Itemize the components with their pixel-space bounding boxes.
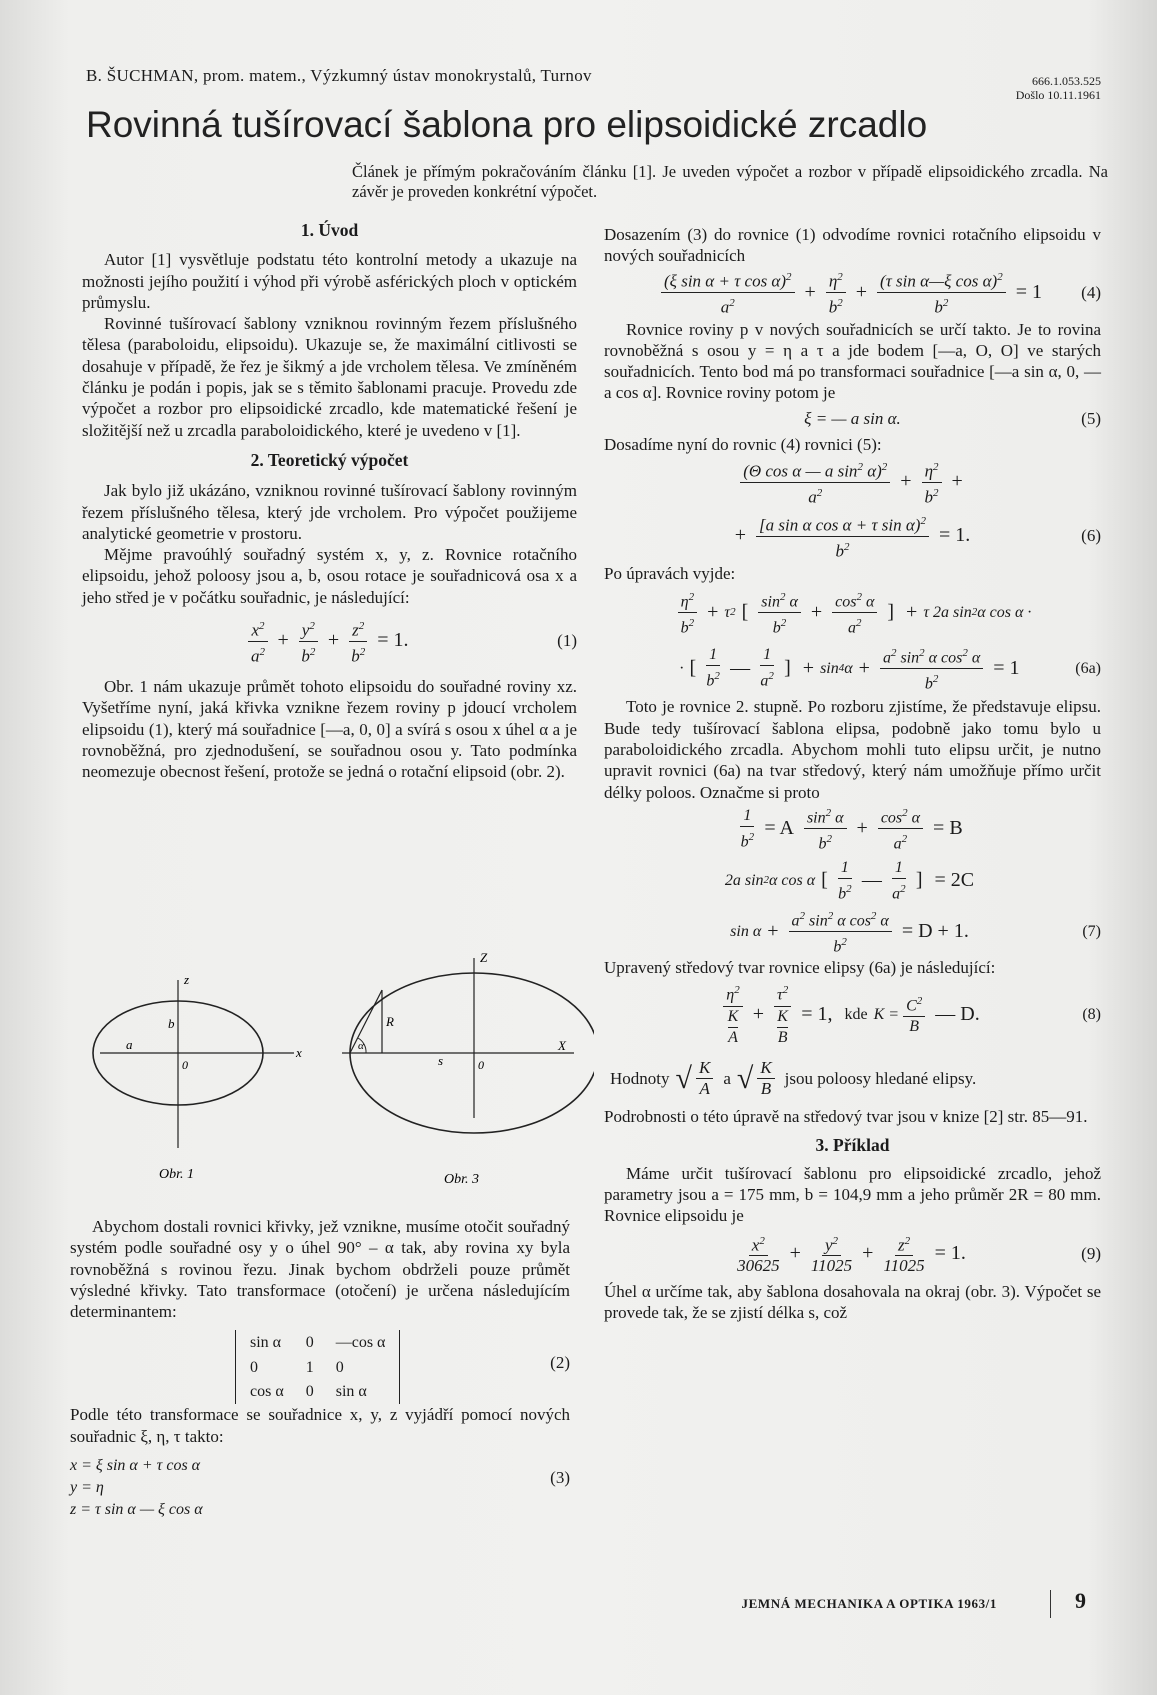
equation-number: (6)	[1081, 526, 1101, 546]
equation-4: $\frac{(\xi \sin \alpha + \tau \cos \alpha)^2}{a^2}$ + $\frac{\eta^2}{b^2}$ + $\frac{(\tau \sin \alpha—\xi \cos \alpha)^2}{b^2}$ = 1 (4)	[604, 267, 1101, 319]
paragraph: Po úpravách vyjde:	[604, 564, 736, 584]
determinant	[235, 1330, 570, 1401]
equation-6-line1: $\frac{(\Theta \cos \alpha — a \sin^2 \alpha)^2}{a^2}$ + $\frac{\eta^2}{b^2}$ +	[604, 455, 1101, 509]
equation-6a-line2: · [ $\frac{1}{b^2}$ — $\frac{1}{a^2}$ ] + sin 4 α + $\frac{a^2 \sin^2 \alpha \cos^2 \alpha}{b^2}$ = 1 (6a)	[604, 640, 1101, 696]
section-heading-theory: 2. Teoretický výpočet	[250, 449, 409, 470]
equation-number: (7)	[1082, 923, 1101, 941]
origin-label: 0	[478, 1058, 484, 1072]
paragraph: Rovinné tušírovací šablony vzniknou rovinným řezem příslušného tělesa (paraboloidu, elipsoidu). Ukazuje se, že maximální citlivosti se dosahuje v případě, že řez je šikmý a jde vrcholem tělesa. Ve zmíněném článku je podán i popis, jak se s těmito šablonami pracuje. Provedu zde výpočet a rozbor pro elipsoidické zrcadlo, kde matematické řešení je složitější než u zrcadla paraboloidického, které je uvedeno v [1].	[82, 314, 577, 440]
equation-number: (5)	[1081, 409, 1101, 429]
equation-7-line2: 2a sin 2 α cos α [ $\frac{1}{b^2}$ — $\frac{1}{a^2}$ ] = 2C	[724, 858, 975, 903]
equation-number: (4)	[1081, 282, 1101, 302]
equation-3	[70, 1455, 570, 1521]
paragraph: Podle této transformace se souřadnice x, y, z vyjádří pomocí nových souřadnic ξ, η, τ takto:	[70, 1405, 570, 1446]
received-date: Došlo 10.11.1961	[1015, 88, 1101, 102]
paragraph: Jak bylo již ukázáno, vzniknou rovinné tušírovací šablony rovinným řezem příslušného tělesa, který jde vrcholem. Pro výpočet použijeme analytické geometrie v prostoru.	[82, 481, 577, 543]
equation-number: (9)	[1081, 1243, 1101, 1263]
eq3-line: x = ξ sin α + τ cos α	[70, 1457, 201, 1475]
fig3-caption: Obr. 3	[444, 1172, 480, 1187]
paragraph: Podrobnosti o této úpravě na středový tvar jsou v knize [2] str. 85—91.	[604, 1107, 1088, 1127]
figure-3	[342, 950, 594, 1187]
footer-divider	[1050, 1590, 1051, 1618]
paragraph: Abychom dostali rovnici křivky, jež vznikne, musíme otočit souřadný systém podle souřadné osy y o úhel 90° – α tak, aby rovina xy byla rovnoběžná s rovinou řezu. Jinak bychom obdrželi pouze průmět výsledné křivky. Tato transformace (otočení) je určena následujícím determinantem:	[70, 1217, 570, 1322]
semiaxes-line: Hodnoty √ $\frac{K}{A}$ a √ $\frac{K}{B}$ jsou poloosy hledané elipsy.	[610, 1057, 977, 1098]
equation-8: $\eta^2$ K A + $\tau^2$ K B = 1, kde K = $\frac{C^2}{B}$ — D. (8)	[604, 978, 1101, 1050]
z-label: Z	[480, 950, 488, 965]
journal-footer: JEMNÁ MECHANIKA A OPTIKA 1963/1	[741, 1596, 997, 1611]
eq9-denominator: 11025	[883, 1256, 925, 1276]
paragraph: Autor [1] vysvětluje podstatu této kontrolní metody a ukazuje na možnosti jejího použití i výhod při výrobě asférických ploch v optickém průmyslu.	[82, 250, 577, 312]
equation-6-line2: + $\frac{[a \sin \alpha \cos \alpha + \tau \sin \alpha)^2}{b^2}$ = 1. (6)	[604, 509, 1101, 563]
det-cell: sin α	[250, 1334, 282, 1352]
eq3-line: y = η	[70, 1479, 104, 1497]
det-cell: 0	[250, 1358, 258, 1376]
udc-block	[1016, 74, 1101, 102]
paragraph: Obr. 1 nám ukazuje průmět tohoto elipsoidu do souřadné roviny xz. Vyšetříme nyní, jaká křivka vznikne řezem roviny p jdoucí vrcholem elipsoidu (1), který má souřadnice [—a, 0, 0] a svírá s osou x úhel α a je rovnoběžná, pro zjednodušení, se souřadnou osou y. Tato podmínka neomezuje obecnost řešení, protože se jedná o rotační elipsoid (obr. 2).	[82, 677, 577, 782]
semiaxes-text: Hodnoty	[610, 1068, 670, 1088]
paragraph: Mějme pravoúhlý souřadný systém x, y, z. Rovnice rotačního elipsoidu, jehož poloosy jsou a, b, osou rotace je souřadnicová osa x a jeho střed je v počátku souřadnic, je následující:	[82, 545, 577, 607]
det-cell: 1	[305, 1358, 314, 1376]
paragraph: Máme určit tušírovací šablonu pro elipsoidické zrcadlo, jehož parametry jsou a = 175 mm, b = 104,9 mm a jeho průměr 2R = 80 mm. Rovnice elipsoidu je	[604, 1163, 1101, 1226]
b-label: b	[168, 1016, 175, 1031]
right-column	[604, 224, 1101, 1323]
det-cell: 0	[305, 1334, 314, 1352]
figure-1	[93, 972, 302, 1182]
figures	[74, 948, 594, 1208]
x-label: x	[296, 1045, 302, 1060]
equation-6a-line1: $\frac{\eta^2}{b^2}$ + τ 2 [ $\frac{\sin^2 \alpha}{b^2}$ + $\frac{\cos^2 \alpha}{a^2}$ ] + τ 2a sin 2 α cos α ·	[604, 584, 1101, 640]
semiaxes-text: a	[723, 1068, 731, 1088]
equation-5	[604, 404, 1101, 434]
equation-1: $\frac{x^2}{a^2}$ + $\frac{y^2}{b^2}$ + $\frac{z^2}{b^2}$ = 1. (1)	[82, 616, 577, 666]
paragraph: Dosadíme nyní do rovnic (4) rovnici (5):	[604, 434, 882, 454]
eq5-text: ξ = — a sin α.	[804, 409, 901, 429]
eq9-denominator: 30625	[737, 1256, 780, 1276]
equation-7-line1: $\frac{1}{b^2}$ = A $\frac{\sin^2 \alpha}{b^2}$ + $\frac{\cos^2 \alpha}{a^2}$ = B	[604, 803, 1101, 855]
det-cell: 0	[305, 1383, 314, 1401]
paragraph: Dosazením (3) do rovnice (1) odvodíme rovnici rotačního elipsoidu v nových souřadnicích	[604, 225, 1101, 266]
equation-9: $\frac{x^2}{30625}$ + $\frac{y^2}{11025}$ + $\frac{z^2}{11025}$ = 1. (9)	[604, 1227, 1101, 1281]
paragraph: Rovnice roviny p v nových souřadnicích se určí takto. Je to rovina rovnoběžná s osou y = η a τ a jde bodem [—a, O, O] ve starých souřadnicích. Tento bod má po transformaci souřadnice [—a sin α, 0, —a cos α]. Rovnice roviny potom je	[604, 319, 1101, 403]
fig1-caption: Obr. 1	[159, 1167, 195, 1182]
article-title: Rovinná tušírovací šablona pro elipsoidické zrcadlo	[86, 104, 928, 145]
udc-code: 666.1.053.525	[1032, 74, 1101, 88]
semiaxes-text: jsou poloosy hledané elipsy.	[784, 1068, 977, 1088]
equation-7-line3: sin α + $\frac{a^2 \sin^2 \alpha \cos^2 \alpha}{b^2}$ = D + 1. (7)	[604, 907, 1101, 957]
section-heading-intro: 1. Úvod	[300, 220, 359, 240]
alpha-label: α	[358, 1040, 364, 1052]
equation-number: (2)	[550, 1353, 570, 1373]
equation-number: (1)	[557, 631, 577, 651]
r-label: R	[386, 1014, 394, 1029]
paragraph: Toto je rovnice 2. stupně. Po rozboru zjistíme, že představuje elipsu. Bude tedy tušírovací šablona elipsa, podobně jako tomu bylo u paraboloidického zrcadla. Abychom mohli tuto elipsu určit, je nutno upravit rovnici (6a) na tvar středový, který nám umožňuje přímo určit délky poloos. Označme si proto	[604, 697, 1101, 802]
x-label: X	[558, 1038, 566, 1053]
eq9-denominator: 11025	[810, 1256, 853, 1276]
abstract: Článek je přímým pokračováním článku [1]. Je uveden výpočet a rozbor v případě elipsoidického zrcadla. Na závěr je proveden konkrétní výpočet.	[352, 162, 1108, 201]
det-cell: 0	[335, 1358, 344, 1376]
det-cell: sin α	[335, 1383, 367, 1401]
det-cell: —cos α	[335, 1334, 386, 1352]
origin-label: 0	[182, 1058, 188, 1072]
eq3-line: z = τ sin α — ξ cos α	[70, 1501, 203, 1519]
equation-number: (3)	[550, 1468, 570, 1488]
s-label: s	[438, 1053, 444, 1068]
section-heading-example: 3. Příklad	[815, 1135, 890, 1156]
section-line	[350, 990, 382, 1053]
det-cell: cos α	[250, 1383, 284, 1401]
left-column	[82, 220, 577, 783]
left-column-lower	[70, 1216, 570, 1521]
equation-number: (6a)	[1075, 659, 1101, 677]
z-label: z	[184, 972, 190, 987]
author-line: B. ŠUCHMAN, prom. matem., Výzkumný ústav monokrystalů, Turnov	[86, 66, 592, 85]
page-number: 9	[1075, 1588, 1086, 1613]
paragraph: Úhel α určíme tak, aby šablona dosahovala na okraj (obr. 3). Výpočet se provede tak, že se zjistí délka s, což	[604, 1281, 1101, 1322]
a-label: a	[126, 1037, 133, 1052]
equation-number: (8)	[1082, 1005, 1101, 1023]
paragraph: Upravený středový tvar rovnice elipsy (6a) je následující:	[604, 957, 996, 977]
